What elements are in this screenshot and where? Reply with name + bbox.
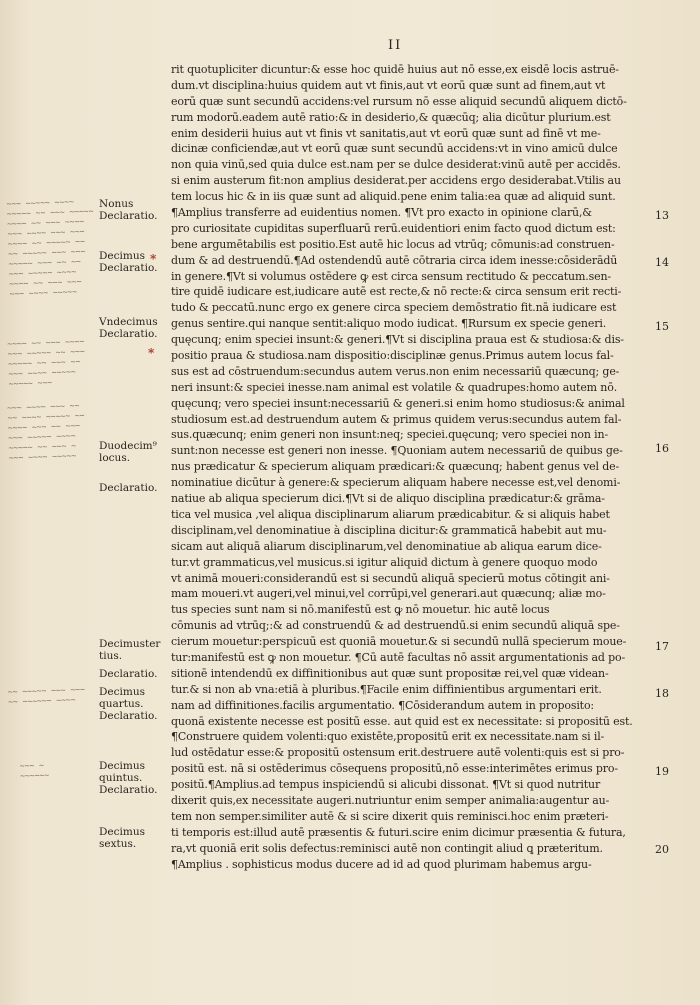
text-line: tus species sunt nam si nō.manifestū est ꝙ nō mouetur. hic autē locus <box>171 603 550 617</box>
text-line: ¶Amplius transferre ad euidentius nomen. ¶Vt pro exacto in opinione clarū,& <box>171 206 592 220</box>
text-line: sus est ad cōstruendum:secundus autem verus.non enim necessariū quæcunq; ge- <box>171 364 620 378</box>
text-line: vt animā moueri:considerandū est si secundū aliquā specierū motus cōtingit ani- <box>171 571 610 585</box>
text-line: dicinæ conficiendæ,aut vt eorū quæ sunt secundū accidens:vt in vino amicū dulce <box>171 142 618 156</box>
section-number: 17 <box>655 640 669 653</box>
text-line: natiue ab aliqua specierum dici.¶Vt si de aliquo disciplina prædicatur:& grāma- <box>171 492 605 506</box>
text-line: neri insunt:& speciei inesse.nam animal est volatile & quadrupes:homo autem nō. <box>171 380 618 394</box>
text-line: dum & ad destruendū.¶Ad ostendendū autē cōtraria circa idem inesse:cōsiderādū <box>171 253 618 267</box>
side-label: Decimuster tius. <box>99 638 161 662</box>
text-line: ra,vt quoniā erit solis defectus:reminisci autē non contingit aliud ꝗ præteritum. <box>171 841 603 855</box>
side-label: Decimus sextus. <box>99 826 145 850</box>
text-line: quonā existente necesse est positū esse. aut quid est ex necessitate: si propositū est. <box>171 714 633 728</box>
text-line: enim desiderii huius aut vt finis vt sanitatis,aut vt eorū quæ sunt ad finē vt me- <box>171 126 601 140</box>
section-number: 15 <box>655 320 669 333</box>
text-line: tur:manifestū est ꝙ non mouetur. ¶Cū autē facultas nō assit argumentationis ad po- <box>171 650 626 664</box>
text-line: tica vel musica ,vel aliqua disciplinarum aliarum prædicabitur. & si aliquis habet <box>171 507 610 521</box>
text-line: pro curiositate cupiditas superfluarū rerū.euidentiori enim facto quod dictum est: <box>171 221 616 235</box>
text-line: nus prædicatur & specierum aliquam prædicari:& quæcunq; habent genus vel de- <box>171 460 620 474</box>
section-number: 18 <box>655 687 669 700</box>
section-number: 14 <box>655 256 669 269</box>
side-label: Declaratio. <box>99 668 158 680</box>
text-line: tem non semper.similiter autē & si scire dixerit quis reminisci.hoc enim præteri- <box>171 809 609 823</box>
text-line: rum modorū.eadem autē ratio:& in desiderio,& quæcūq; alia dicūtur plurium.est <box>171 110 611 124</box>
text-line: non quia vinū,sed quia dulce est.nam per se dulce desiderat:vinū autē per accidēs. <box>171 158 621 172</box>
side-label: Nonus Declaratio. <box>99 198 158 222</box>
text-line: positio praua & studiosa.nam dispositio:disciplinæ genus.Primus autem locus fal- <box>171 349 614 363</box>
text-line: in genere.¶Vt si volumus ostēdere ꝙ est circa sensum rectitudo & peccatum.sen- <box>171 269 611 283</box>
text-line: ¶Amplius . sophisticus modus ducere ad id ad quod plurimam habemus argu- <box>171 857 592 871</box>
red-pen-mark: * <box>150 252 157 266</box>
side-label: Decimus Declaratio. <box>99 250 158 274</box>
section-number: 20 <box>655 843 669 856</box>
text-line: dixerit quis,ex necessitate augeri.nutriuntur enim semper animalia:augentur au- <box>171 793 610 807</box>
text-line: tur.& si non ab vna:etiā à pluribus.¶Facile enim diffinientibus argumentari erit. <box>171 682 602 696</box>
text-line: quęcunq; vero speciei insunt:necessariū & generi.si enim homo studiosus:& animal <box>171 396 625 410</box>
text-line: nam ad diffinitiones.facilis argumentatio. ¶Cōsiderandum autem in proposito: <box>171 698 594 712</box>
text-line: tur.vt grammaticus,vel musicus.si igitur aliquid dictum à genere quoquo modo <box>171 555 598 569</box>
text-line: bene argumētabilis est positio.Est autē hic locus ad vtrūq; cōmunis:ad construen- <box>171 237 615 251</box>
handwritten-annotation: ~~~ ~~~~~ ~~~~ ~~~~~ ~~ ~~~ ~~~~~ ~~~~ ~~ ~~~ ~~~~ ~~~ ~~~~ ~~~ ~~~ ~~~~ ~~ ~~~~~ ~~ ~~ ~~~~~ ~~~ ~~~ ~~~~~ ~~~ ~~ ~~ ~~~ ~~~~~ ~~~~ ~~~~ ~~ ~~~ ~~~ ~~~ ~~~~ ~~~~~ <box>6 197 94 299</box>
section-number: 19 <box>655 765 669 778</box>
side-label: Decimus quartus. Declaratio. <box>99 686 158 722</box>
text-line: positū.¶Amplius.ad tempus inspiciendū si alicubi dissonat. ¶Vt si quod nutritur <box>171 778 601 792</box>
text-line: quęcunq; enim speciei insunt:& generi.¶Vt si disciplina praua est & studiosa:& dis- <box>171 333 624 347</box>
text-line: tire quidē iudicare est,iudicare autē est recte,& nō recte:& circa sensum erit recti- <box>171 285 622 299</box>
handwritten-annotation: ~~~ ~~~~ ~~~ ~~ ~~ ~~~~ ~~~~~ ~~ ~~~~ ~~~ ~~ ~~~ ~~~ ~~~~~ ~~~~ ~~~~~ ~~ ~~~ ~ ~~~ ~~~~ ~~~~~ <box>6 401 85 463</box>
text-line: studiosum est.ad destruendum autem & primus quidem verus:secundus autem fal- <box>171 412 622 426</box>
text-line: sicam aut aliquā aliarum disciplinarum,vel denominatiue ab aliqua earum dice- <box>171 539 602 553</box>
text-line: tem locus hic & in iis quæ sunt ad aliquid.pene enim talia:ea quæ ad aliquid sunt. <box>171 190 616 204</box>
red-pen-mark: * <box>148 346 155 360</box>
side-label: Vndecimus Declaratio. <box>99 316 158 340</box>
handwritten-annotation: ~~~~ ~~ ~~~ ~~~~ ~~~ ~~~~~ ~~ ~~~ ~~~~~ ~~ ~~~ ~~ ~~~ ~~~~ ~~~~~ ~~~~~ ~~~ <box>7 336 85 389</box>
text-line: sitionē intendendū ex diffinitionibus aut quæ sunt propositæ rei,vel quæ videan- <box>171 666 609 680</box>
text-line: ti temporis est:illud autē præsentis & futuri.scire enim dicimur præsentia & futura, <box>171 825 626 839</box>
text-line: eorū quæ sunt secundū accidens:vel rursum nō esse aliquid secundū aliquem dictō- <box>171 94 627 108</box>
text-line: ¶Construere quidem volenti:quo existēte,propositū erit ex necessitate.nam si il- <box>171 730 605 744</box>
text-line: mam moueri.vt augeri,vel minui,vel corrūpi,vel generari.aut quæcunq; aliæ mo- <box>171 587 606 601</box>
folio-number: II <box>388 38 403 53</box>
text-line: sunt:non necesse est generi non inesse. ¶Quoniam autem necessariū de quibus ge- <box>171 444 623 458</box>
side-label: Declaratio. <box>99 482 158 494</box>
text-line: genus sentire.qui nanque sentit:aliquo modo iudicat. ¶Rursum ex specie generi. <box>171 317 607 331</box>
main-text-block <box>171 62 652 872</box>
text-line: disciplinam,vel denominatiue à disciplina dicitur:& grammaticā habebit aut mu- <box>171 523 607 537</box>
section-number: 16 <box>655 442 669 455</box>
handwritten-annotation: ~~ ~~~~~ ~~~ ~~~ ~~ ~~~~~~ ~~~~ <box>7 684 86 707</box>
side-label: Decimus quintus. Declaratio. <box>99 760 158 796</box>
text-line: tudo & peccatū.nunc ergo ex genere circa speciem demōstratio fit.nā iudicare est <box>171 301 617 315</box>
text-line: positū est. nā si ostēderimus cōsequens propositū,nō esse:interimētes erimus pro- <box>171 762 618 776</box>
text-line: rit quotupliciter dicuntur:& esse hoc quidē huius aut nō esse,ex eisdē locis astruē- <box>171 63 619 76</box>
section-number: 13 <box>655 209 669 222</box>
text-line: lud ostēdatur esse:& propositū ostensum erit.destruere autē volenti:quis est si pro- <box>171 746 625 760</box>
text-line: dum.vt disciplina:huius quidem aut vt finis,aut vt eorū quæ sunt ad finem,aut vt <box>171 78 606 92</box>
side-label: Duodecim⁹ locus. <box>99 440 157 464</box>
text-line: si enim austerum fit:non amplius desiderat.per accidens ergo desiderabat.Vtilis au <box>171 174 621 188</box>
text-line: nominatiue dicūtur à genere:& specierum aliquam habere necesse est,vel denomi- <box>171 476 621 490</box>
text-line: sus.quæcunq; enim generi non insunt:neq; speciei.quęcunq; vero speciei non in- <box>171 428 609 442</box>
handwritten-annotation: ~~~ ~ ~~~~~~ <box>19 760 50 781</box>
text-line: cierum mouetur:perspicuū est quoniā mouetur.& si secundū nullā specierum moue- <box>171 635 627 649</box>
text-line: cōmunis ad vtrūq;:& ad construendū & ad destruendū.si enim secundū aliquā spe- <box>171 619 620 633</box>
